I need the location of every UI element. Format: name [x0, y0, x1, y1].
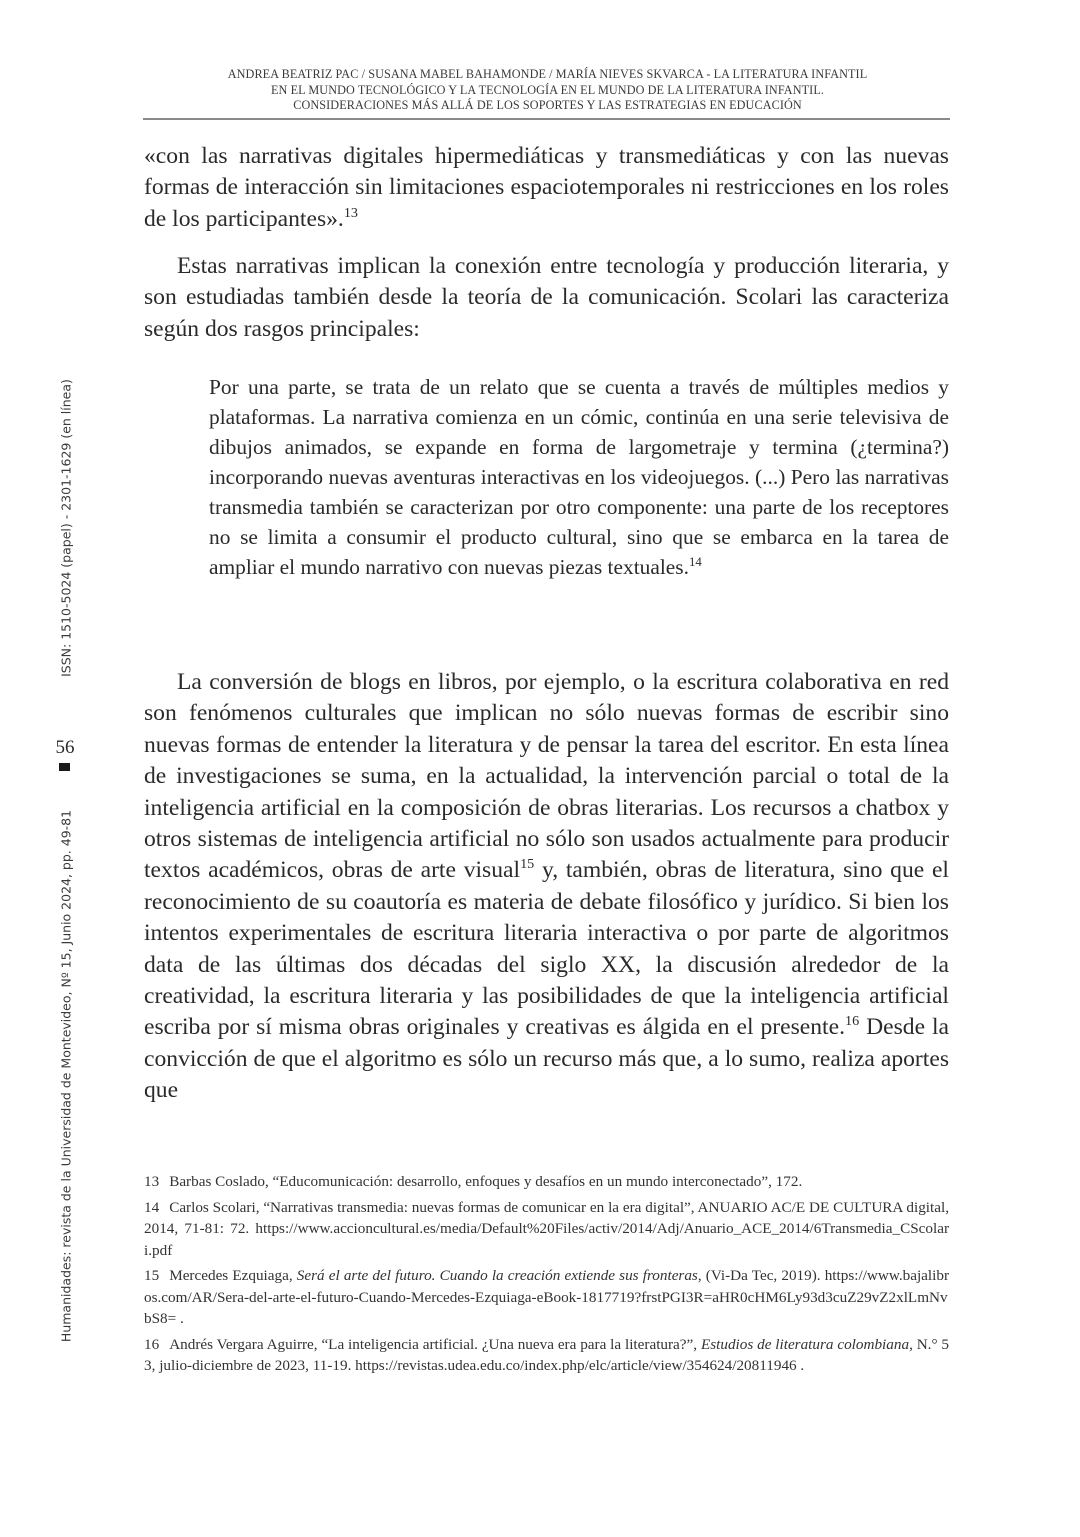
paragraph-1 — [144, 141, 949, 235]
paragraph-3-text-a: La conversión de blogs en libros, por ejemplo, o la escritura colaborativa en red son fenómenos culturales que implican no sólo nuevas formas de escribir sino nuevas formas de entender la literatura y de pensar la tarea del escritor. En esta línea de investigaciones se suma, en la actualidad, la intervención parcial o total de la inteligencia artificial en la composición de obras literarias. Los recursos a chatbox y otros sistemas de inteligencia artificial no sólo son usados actualmente para producir textos académicos, obras de arte visual — [144, 669, 949, 884]
issn-label: ISSN: 1510-5024 (papel) - 2301-1629 (en línea) — [58, 379, 74, 677]
footnote-text-pre: Mercedes Ezquiaga, — [169, 1267, 297, 1284]
paragraph-2-text: Estas narrativas implican la conexión entre tecnología y producción literaria, y son estudiadas también desde la teoría de la comunicación. Scolari las caracteriza según dos rasgos principales: — [144, 253, 949, 342]
footnote-15 — [144, 1265, 949, 1330]
footnote-text-post[interactable]: , (Vi-Da Tec, 2019). https://www.bajalibros.com/AR/Sera-del-arte-el-futuro-Cuando-Mercedes-Ezquiaga-eBook-1817719?frstPGI3R=aHR0cHM6Ly93d3cuZ29vZ2xlLmNvbS8= . — [144, 1267, 950, 1327]
running-head-line-2: EN EL MUNDO TECNOLÓGICO Y LA TECNOLOGÍA EN EL MUNDO DE LA LITERATURA INFANTIL. — [270, 82, 825, 97]
running-head-line-1: ANDREA BEATRIZ PAC / SUSANA MABEL BAHAMONDE / MARÍA NIEVES SKVARCA - LA LITERATURA INFANTIL — [227, 67, 868, 81]
footnote-journal-italic: Estudios de literatura colombiana — [700, 1335, 910, 1353]
footnote-text[interactable]: Carlos Scolari, “Narrativas transmedia: nuevas formas de comunicar en la era digital”, ANUARIO AC/E DE CULTURA digital, 2014, 71-81: 72. https://www.accioncultural.es/media/Default%20Files/activ/2014/Adj/Anuario_ACE_2014/6Transmedia_CScolari.pdf — [144, 1198, 949, 1259]
paragraph-1-text: «con las narrativas digitales hipermediáticas y transmediáticas y con las nuevas formas de interacción sin limitaciones espaciotemporales ni restricciones en los roles de los participantes». — [144, 143, 949, 232]
footnotes — [144, 1171, 949, 1381]
journal-citation: Humanidades: revista de la Universidad de Montevideo, Nº 15, Junio 2024, pp. 49-81 — [58, 809, 74, 1343]
paragraph-3-text-c: Desde la convicción de que el algoritmo es sólo un recurso más que, a lo sumo, realiza aportes que — [144, 1014, 949, 1104]
paragraph-2 — [144, 251, 949, 345]
footnote-number: 16 — [144, 1335, 160, 1353]
paragraph-3 — [144, 667, 949, 1107]
paragraph-3-text-b: y, también, obras de literatura, sino que el reconocimiento de su coautoría es materia de debate filosófico y jurídico. Si bien los intentos experimentales de escritura literaria interactiva o por parte de algoritmos data de las últimas dos décadas del siglo XX, la discusión alrededor de la creatividad, la escritura literaria y las posibilidades de que la inteligencia artificial escriba por sí misma obras originales y creativas es álgida en el presente. — [144, 857, 949, 1041]
footnote-13 — [144, 1171, 949, 1193]
footnote-ref-13[interactable]: 13 — [343, 204, 358, 221]
block-quote-text: Por una parte, se trata de un relato que se cuenta a través de múltiples medios y plataformas. La narrativa comienza en un cómic, continúa en una serie televisiva de dibujos animados, se expande en forma de largometraje y termina (¿termina?) incorporando nuevas aventuras interactivas en los videojuegos. (...) Pero las narrativas transmedia también se caracterizan por otro componente: una parte de los receptores no se limita a consumir el producto cultural, sino que se embarca en la tarea de ampliar el mundo narrativo con nuevas piezas textuales. — [209, 375, 949, 579]
running-head-line-3: CONSIDERACIONES MÁS ALLÁ DE LOS SOPORTES Y LAS ESTRATEGIAS EN EDUCACIÓN — [293, 98, 802, 112]
block-quote — [209, 372, 949, 582]
footnote-16 — [144, 1334, 949, 1377]
page-marker-bar — [59, 763, 70, 771]
footnote-text: Barbas Coslado, “Educomunicación: desarrollo, enfoques y desafíos en un mundo interconectado”, 172. — [169, 1173, 803, 1190]
footnote-number: 15 — [144, 1267, 160, 1284]
footnote-ref-15[interactable]: 15 — [520, 856, 535, 873]
footnote-number: 13 — [144, 1173, 160, 1190]
footnote-14 — [144, 1197, 949, 1262]
footnote-text-post[interactable]: , N.° 53, julio-diciembre de 2023, 11-19. https://revistas.udea.edu.co/index.php/elc/article/view/354624/20811946 . — [144, 1335, 949, 1374]
page-number: 56 — [55, 737, 75, 758]
footnote-title-italic: Será el arte del futuro. Cuando la creación extiende sus fronteras — [296, 1267, 698, 1284]
footnote-ref-16[interactable]: 16 — [844, 1013, 860, 1030]
footnote-number: 14 — [144, 1198, 160, 1216]
running-head — [145, 67, 950, 114]
footnote-ref-14[interactable]: 14 — [688, 554, 702, 569]
header-rule-divider — [143, 118, 950, 120]
footnote-text-pre: Andrés Vergara Aguirre, “La inteligencia artificial. ¿Una nueva era para la literatura?”, — [169, 1335, 701, 1353]
